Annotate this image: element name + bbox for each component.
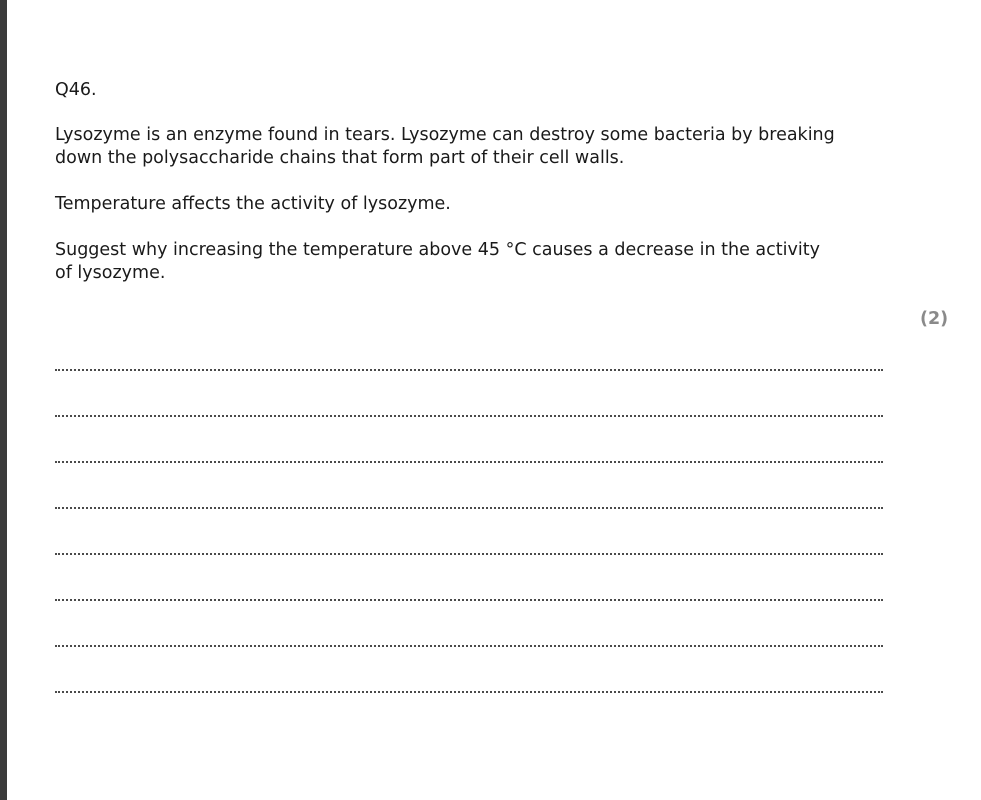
page-edge-shadow (0, 0, 7, 800)
answer-line[interactable] (55, 599, 883, 601)
question-statement-text: Temperature affects the activity of lysozyme. (55, 194, 451, 214)
marks-available: (2) (920, 309, 949, 329)
answer-line[interactable] (55, 645, 883, 647)
answer-line[interactable] (55, 415, 883, 417)
question-number: Q46. (55, 80, 97, 100)
question-page (55, 0, 955, 800)
answer-line[interactable] (55, 507, 883, 509)
answer-line[interactable] (55, 369, 883, 371)
question-prompt-text: Suggest why increasing the temperature above 45 °C causes a decrease in the activity of lysozyme. (55, 240, 820, 283)
question-context-text: Lysozyme is an enzyme found in tears. Lysozyme can destroy some bacteria by breaking down the polysaccharide chains that form part of their cell walls. (55, 125, 835, 168)
answer-line[interactable] (55, 553, 883, 555)
answer-line[interactable] (55, 691, 883, 693)
answer-line[interactable] (55, 461, 883, 463)
